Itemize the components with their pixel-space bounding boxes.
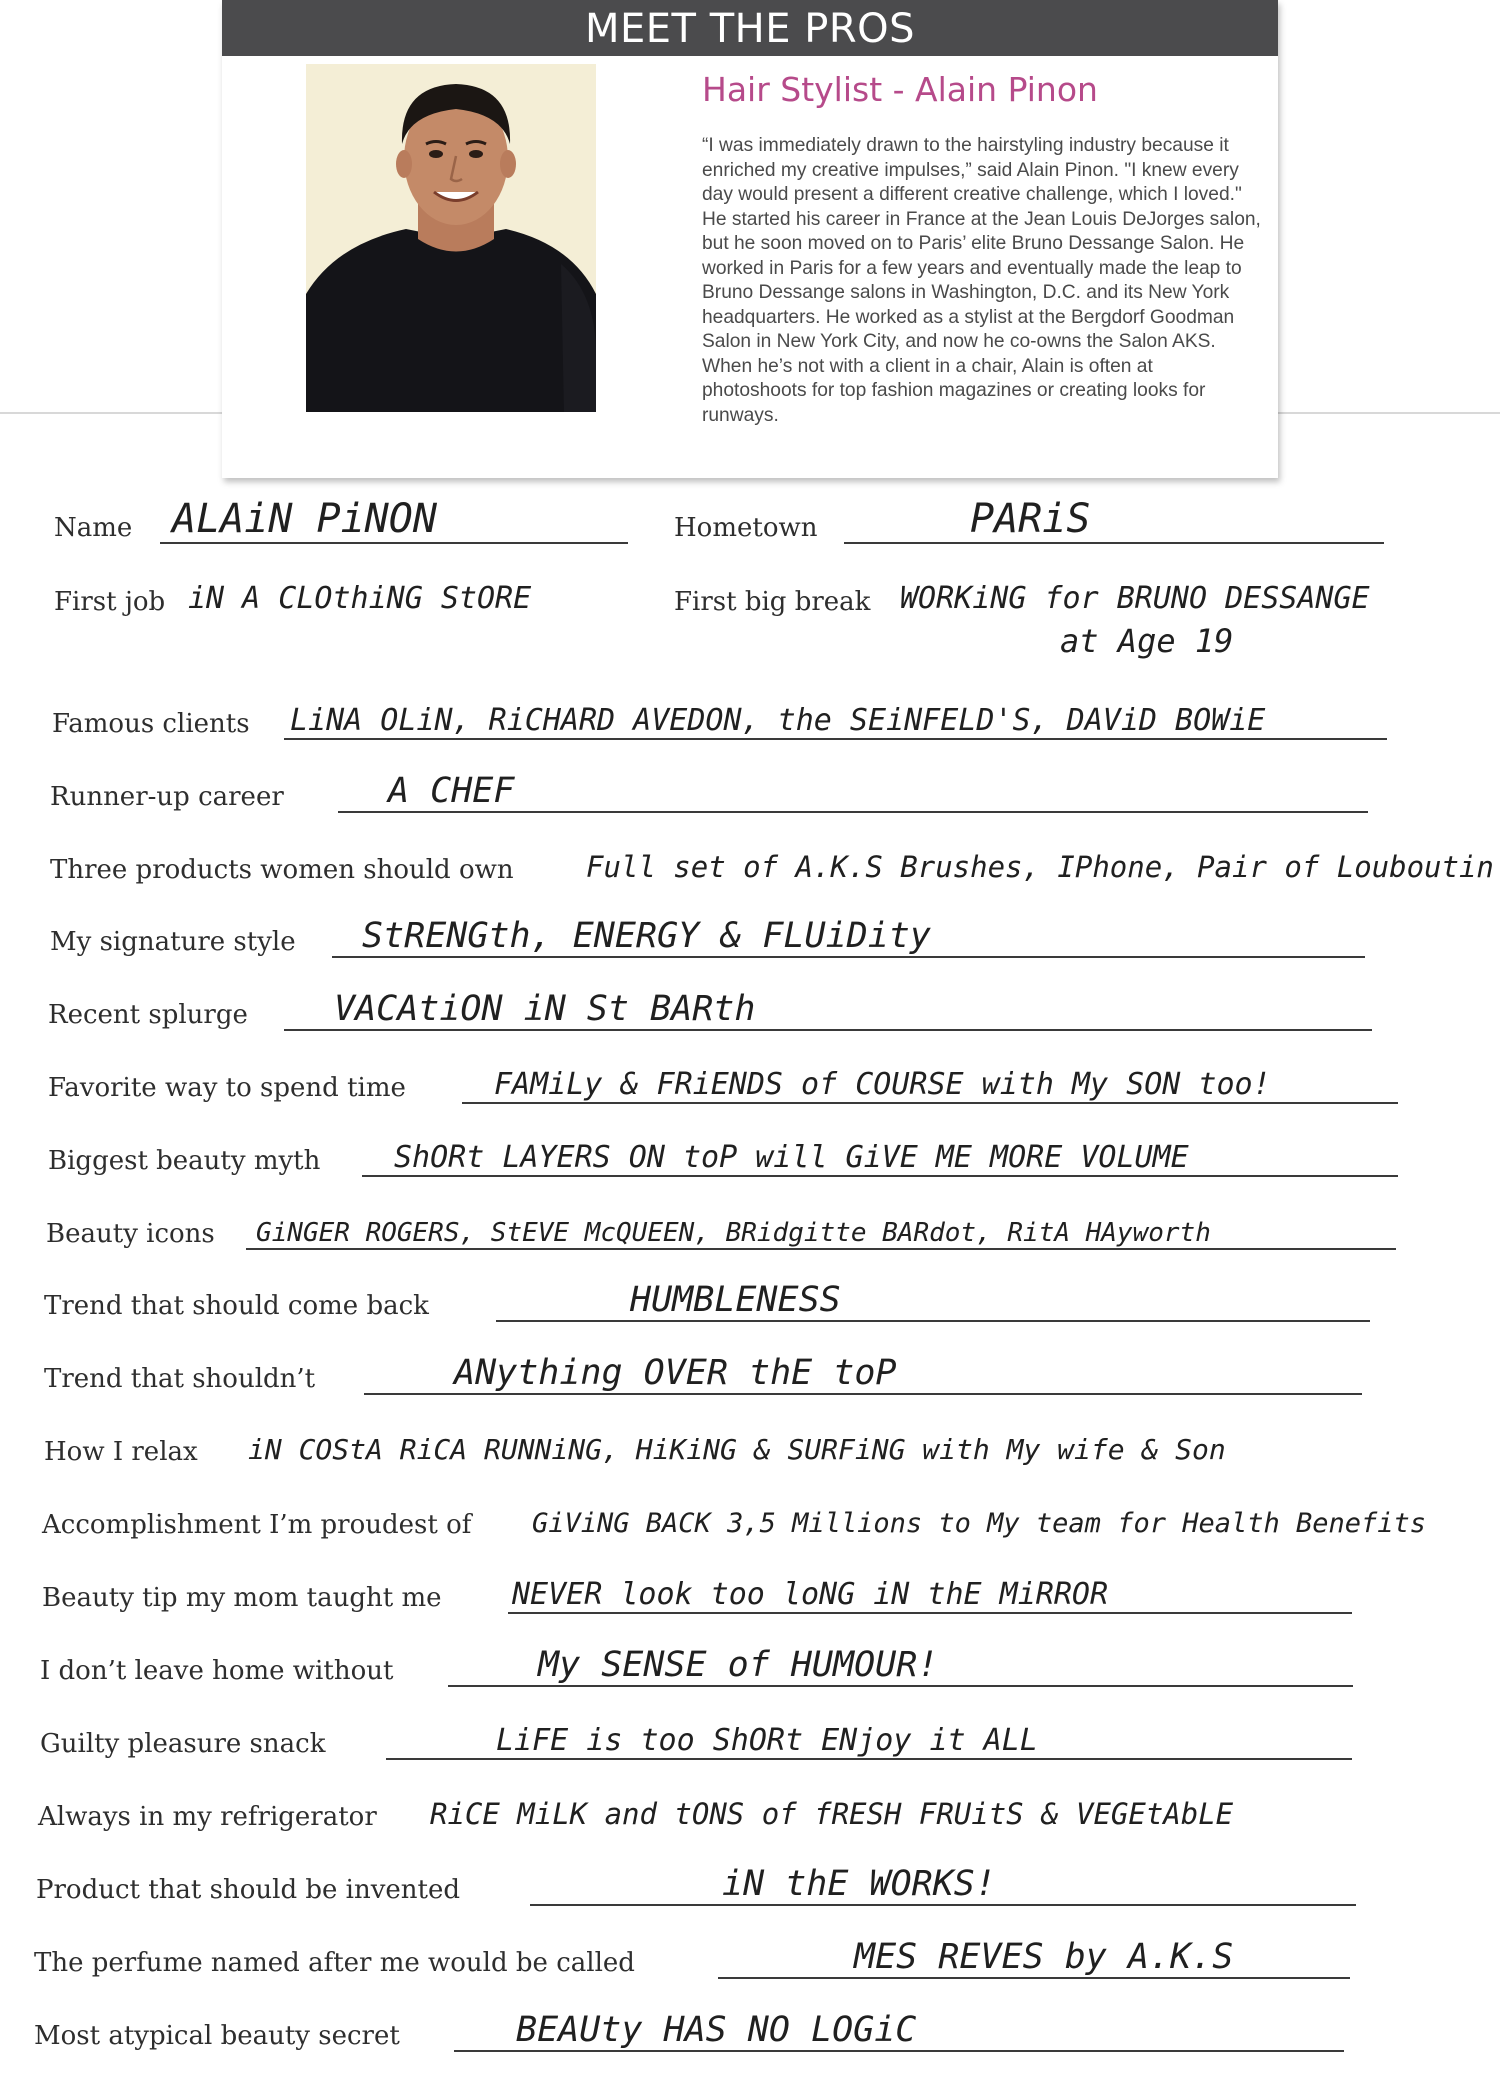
refrigerator-value: RiCE MiLK and tONS of fRESH FRUitS & VEGEtAbLE [430,1797,1234,1831]
first-big-break-label: First big break [674,587,871,617]
runner-up-career-label: Runner-up career [50,782,284,812]
hometown-label: Hometown [674,513,818,543]
signature-style-line [332,956,1365,958]
recent-splurge-line [284,1029,1372,1031]
recent-splurge-label: Recent splurge [48,1000,248,1030]
beauty-tip-line [508,1612,1352,1614]
name-value: ALAiN PiNON [172,496,437,542]
atypical-secret-value: BEAUty HAS NO LOGiC [516,2010,917,2050]
beauty-icons-value: GiNGER ROGERS, StEVE McQUEEN, BRidgitte BARdot, RitA HAyworth [256,1218,1211,1248]
pro-profile-card [222,0,1278,478]
row-signature-style [50,900,1365,970]
favorite-way-label: Favorite way to spend time [48,1073,406,1103]
product-invented-value: iN thE WORKS! [722,1864,996,1904]
portrait-illustration [306,64,596,412]
product-invented-line [530,1904,1356,1906]
trend-shouldnt-label: Trend that shouldn’t [44,1364,316,1394]
dont-leave-home-value: My SENSE of HUMOUR! [538,1645,939,1685]
famous-clients-label: Famous clients [52,709,250,739]
signature-style-value: StRENGth, ENERGY & FLUiDity [362,916,931,956]
banner-title: MEET THE PROS [222,0,1278,56]
row-trend-shouldnt [44,1337,1362,1407]
row-refrigerator [38,1775,1403,1845]
row-beauty-icons [46,1192,1436,1262]
row-recent-splurge [48,973,1372,1043]
row-atypical-secret [34,1994,1344,2064]
row-trend-come-back [44,1264,1370,1334]
beauty-tip-value: NEVER look too loNG iN thE MiRROR [512,1577,1109,1612]
hometown-value: PARiS [970,496,1091,542]
recent-splurge-value: VACAtiON iN St BARth [334,989,756,1029]
atypical-secret-line [454,2050,1344,2052]
hometown-line [844,542,1384,544]
row-name-hometown [54,486,1384,556]
beauty-myth-label: Biggest beauty myth [48,1146,321,1176]
famous-clients-line [284,738,1387,740]
row-how-i-relax [44,1410,1424,1480]
refrigerator-label: Always in my refrigerator [38,1802,377,1832]
row-runner-up-career [50,755,1368,825]
perfume-label: The perfume named after me would be called [34,1948,635,1978]
three-products-label: Three products women should own [50,855,514,885]
trend-shouldnt-line [364,1393,1362,1395]
row-accomplishment [42,1483,1442,1553]
perfume-value: MES REVES by A.K.S [854,1937,1234,1977]
favorite-way-value: FAMiLy & FRiENDS of COURSE with My SON too! [494,1067,1271,1102]
guilty-snack-value: LiFE is too ShORt ENjoy it ALL [496,1723,1038,1758]
product-invented-label: Product that should be invented [36,1875,461,1905]
row-perfume [34,1921,1350,1991]
row-product-invented [36,1848,1356,1918]
runner-up-career-value: A CHEF [388,771,515,811]
perfume-line [718,1977,1350,1979]
trend-come-back-label: Trend that should come back [44,1291,429,1321]
row-favorite-way [48,1046,1418,1116]
stylist-headline: Hair Stylist - Alain Pinon [702,70,1098,109]
guilty-snack-label: Guilty pleasure snack [40,1729,326,1759]
first-big-break-value: WORKiNG for BRUNO DESSANGE [900,581,1370,616]
trend-shouldnt-value: ANything OVER thE toP [454,1353,897,1393]
dont-leave-home-label: I don’t leave home without [40,1656,394,1686]
atypical-secret-label: Most atypical beauty secret [34,2021,400,2051]
row-dont-leave-home [40,1629,1353,1699]
trend-come-back-value: HUMBLENESS [630,1280,841,1320]
beauty-tip-label: Beauty tip my mom taught me [42,1583,442,1613]
favorite-way-line [462,1102,1398,1104]
name-label: Name [54,513,133,543]
name-line [160,542,628,544]
row-beauty-myth [48,1119,1398,1189]
accomplishment-value: GiViNG BACK 3,5 Millions to My team for Health Benefits [532,1508,1427,1539]
stylist-bio: “I was immediately drawn to the hairstyling industry because it enriched my creative impulses,” said Alain Pinon. "I knew every day would present a different creative challenge, which I loved." He started his career in France at the Jean Louis DeJorges salon, but he soon moved on to Paris’ elite Bruno Dessange Salon. He worked in Paris for a few years and eventually made the leap to Bruno Dessange salons in Washington, D.C. and its New York headquarters. He worked as a stylist at the Bergdorf Goodman Salon in New York City, and now he co-owns the Salon AKS. When he’s not with a client in a chair, Alain is often at photoshoots for top fashion magazines or creating looks for runways. [702,135,1261,426]
row-beauty-tip [42,1556,1352,1626]
row-three-products [50,828,1494,898]
beauty-myth-line [362,1175,1398,1177]
row-firstjob-bigbreak [54,560,1394,630]
how-i-relax-label: How I relax [44,1437,198,1467]
trend-come-back-line [496,1320,1370,1322]
beauty-icons-label: Beauty icons [46,1219,215,1249]
accomplishment-label: Accomplishment I’m proudest of [42,1510,472,1540]
first-job-value: iN A CLOthiNG StORE [188,581,532,616]
how-i-relax-value: iN COStA RiCA RUNNiNG, HiKiNG & SURFiNG with My wife & Son [248,1433,1226,1466]
signature-style-label: My signature style [50,927,296,957]
beauty-icons-line [246,1248,1396,1250]
stylist-portrait-photo [306,64,596,412]
guilty-snack-line [386,1758,1352,1760]
first-big-break-value-2: at Age 19 [1060,622,1234,660]
famous-clients-value: LiNA OLiN, RiCHARD AVEDON, the SEiNFELD'S, DAViD BOWiE [290,703,1266,738]
row-guilty-snack [40,1702,1352,1772]
row-famous-clients [52,682,1387,752]
first-job-label: First job [54,587,166,617]
three-products-value: Full set of A.K.S Brushes, IPhone, Pair of Louboutin [586,850,1494,884]
dont-leave-home-line [448,1685,1353,1687]
beauty-myth-value: ShORt LAYERS ON toP will GiVE ME MORE VOLUME [394,1140,1189,1175]
runner-up-career-line [338,811,1368,813]
